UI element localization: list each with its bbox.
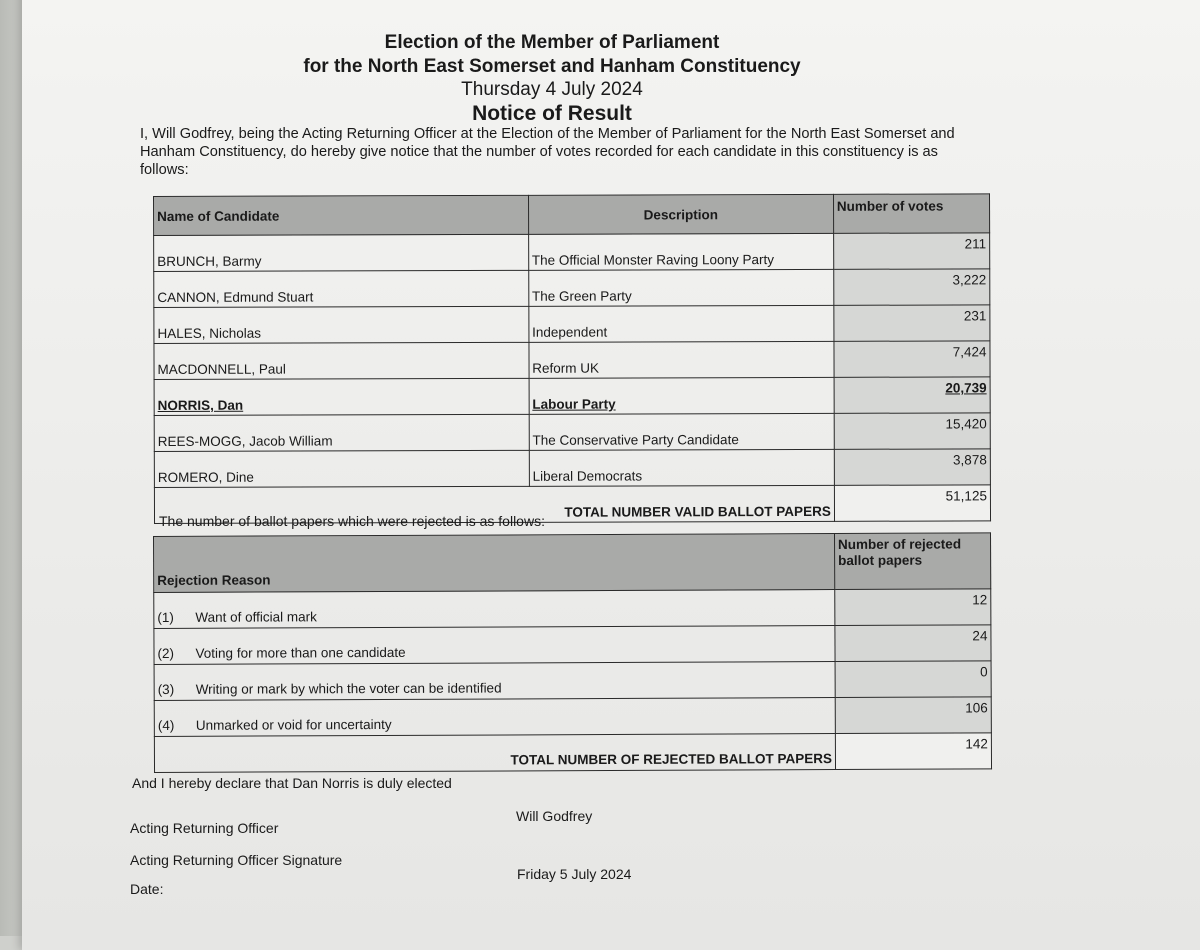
candidate-name: HALES, Nicholas [154, 306, 529, 343]
rejected-caption: The number of ballot papers which were rejected is as follows: [159, 513, 545, 529]
title-line-2: for the North East Somerset and Hanham Constituency [303, 56, 801, 77]
reason-index: (3) [157, 681, 175, 697]
total-rejected-value: 142 [835, 733, 991, 770]
candidate-votes: 15,420 [834, 413, 990, 449]
reason-index: (2) [157, 645, 175, 661]
title-line-1: Election of the Member of Parliament [384, 32, 720, 53]
candidate-description: Independent [529, 305, 834, 342]
table-row [154, 589, 991, 629]
candidate-votes: 3,878 [834, 449, 990, 485]
votes-header-row [154, 194, 990, 236]
rejection-reason [154, 626, 835, 665]
votes-table [153, 193, 991, 524]
rejected-header-row [154, 533, 991, 593]
candidate-description: Labour Party [529, 377, 834, 414]
rejection-reason [154, 662, 835, 701]
rejected-count: 106 [835, 697, 991, 734]
table-row [154, 413, 990, 452]
candidate-votes: 231 [834, 305, 990, 341]
total-valid-value: 51,125 [834, 485, 990, 521]
candidate-name: BRUNCH, Barmy [154, 234, 529, 271]
election-date: Thursday 4 July 2024 [461, 79, 643, 100]
candidate-name: REES-MOGG, Jacob William [154, 414, 529, 451]
header-candidate: Name of Candidate [154, 195, 529, 235]
candidate-description: Liberal Democrats [529, 449, 834, 486]
table-row [154, 305, 990, 344]
candidate-name: MACDONNELL, Paul [154, 342, 529, 379]
candidate-votes: 20,739 [834, 377, 990, 413]
rejected-total-row [154, 733, 991, 773]
notice-paper [22, 0, 1200, 950]
notice-title: Notice of Result [472, 102, 632, 125]
candidate-name: ROMERO, Dine [154, 450, 529, 487]
rejected-count: 24 [835, 625, 991, 662]
table-row [154, 625, 991, 665]
rejected-table [153, 532, 992, 773]
total-rejected-label: TOTAL NUMBER OF REJECTED BALLOT PAPERS [154, 734, 835, 773]
candidate-description: Reform UK [529, 341, 834, 378]
table-row [154, 449, 990, 488]
table-row [154, 341, 990, 380]
reason-index: (1) [157, 609, 174, 625]
declaration: And I hereby declare that Dan Norris is duly elected [132, 775, 452, 791]
table-row [154, 233, 990, 272]
reason-text: Voting for more than one candidate [195, 644, 406, 661]
officer-label: Acting Returning Officer [130, 820, 279, 836]
header-votes: Number of votes [833, 194, 989, 233]
candidate-description: The Official Monster Raving Loony Party [528, 233, 833, 270]
date-value: Friday 5 July 2024 [517, 866, 632, 882]
intro-paragraph: I, Will Godfrey, being the Acting Returning Officer at the Election of the Member of Parliament for the North East Somerset and Hanham Constituency, do hereby give notice that the number of votes recorded for each candidate in this constituency is as follows: [140, 126, 955, 178]
header-description: Description [528, 194, 833, 234]
signature-label: Acting Returning Officer Signature [130, 852, 343, 868]
date-label: Date: [130, 881, 164, 897]
officer-name: Will Godfrey [516, 808, 593, 824]
header-rejected-count: Number of rejected ballot papers [834, 533, 990, 590]
candidate-votes: 211 [833, 233, 989, 269]
candidate-name: NORRIS, Dan [154, 378, 529, 415]
rejected-count: 0 [835, 661, 991, 698]
reason-text: Want of official mark [195, 609, 317, 625]
table-row [154, 661, 991, 701]
table-row [154, 697, 991, 737]
candidate-votes: 3,222 [834, 269, 990, 305]
header-rejection-reason: Rejection Reason [154, 534, 835, 593]
reason-index: (4) [157, 717, 175, 733]
rejection-reason [154, 590, 835, 629]
candidate-name: CANNON, Edmund Stuart [154, 270, 529, 307]
reason-text: Unmarked or void for uncertainty [195, 716, 392, 733]
total-valid-label: TOTAL NUMBER VALID BALLOT PAPERS [154, 485, 834, 523]
candidate-description: The Green Party [528, 269, 833, 306]
table-row-elected [154, 377, 990, 416]
candidate-description: The Conservative Party Candidate [529, 413, 834, 450]
candidate-votes: 7,424 [834, 341, 990, 377]
reason-text: Writing or mark by which the voter can be identified [195, 680, 502, 697]
rejected-count: 12 [835, 589, 991, 626]
rejection-reason [154, 698, 835, 737]
table-row [154, 269, 990, 308]
